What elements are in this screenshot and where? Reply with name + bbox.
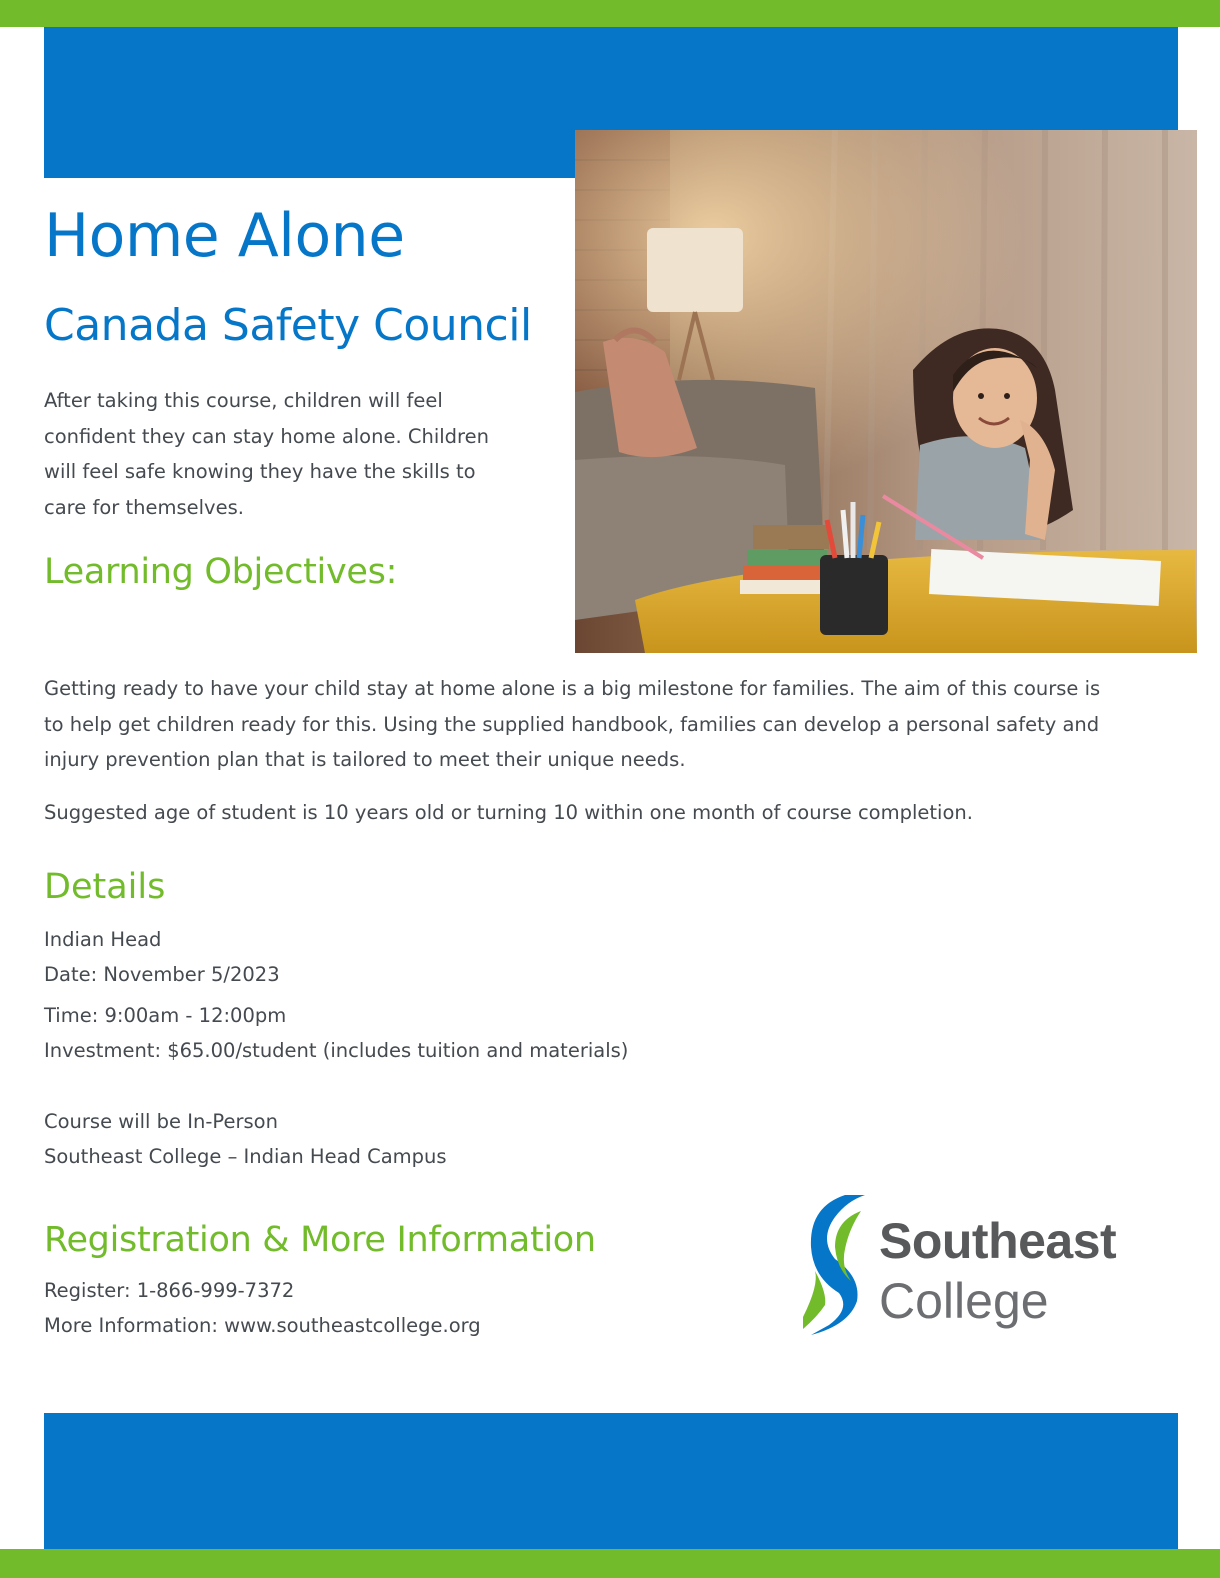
detail-time: Time: 9:00am - 12:00pm (44, 1004, 287, 1027)
detail-campus: Southeast College – Indian Head Campus (44, 1145, 447, 1168)
register-phone: Register: 1-866-999-7372 (44, 1279, 295, 1302)
age-note: Suggested age of student is 10 years old or turning 10 within one month of course completion. (44, 801, 973, 824)
page-title: Home Alone (44, 201, 405, 271)
bottom-blue-band (44, 1413, 1178, 1549)
logo-wordmark-college: College (879, 1273, 1049, 1329)
detail-investment: Investment: $65.00/student (includes tuition and materials) (44, 1039, 629, 1062)
detail-date: Date: November 5/2023 (44, 963, 280, 986)
southeast-college-logo (795, 1189, 1145, 1339)
page-subtitle: Canada Safety Council (44, 300, 532, 351)
learning-objectives-heading: Learning Objectives: (44, 552, 398, 592)
detail-location: Indian Head (44, 928, 162, 951)
college-swoosh-icon (795, 1189, 875, 1339)
bottom-green-stripe (0, 1549, 1220, 1578)
logo-wordmark-southeast: Southeast (879, 1213, 1117, 1269)
registration-heading: Registration & More Information (44, 1220, 596, 1260)
more-info-link[interactable]: More Information: www.southeastcollege.org (44, 1314, 481, 1337)
intro-paragraph: After taking this course, children will feel confident they can stay home alone. Children will feel safe knowing they have the skills to care for themselves. (44, 389, 489, 519)
top-green-stripe (0, 0, 1220, 27)
detail-format: Course will be In-Person (44, 1110, 278, 1133)
objectives-paragraph: Getting ready to have your child stay at home alone is a big milestone for families. The aim of this course is to help get children ready for this. Using the supplied handbook, families can develop a personal safety and injury prevention plan that is tailored to meet their unique needs. (44, 677, 1101, 771)
child-drawing-photo (575, 130, 1197, 653)
details-heading: Details (44, 867, 166, 907)
